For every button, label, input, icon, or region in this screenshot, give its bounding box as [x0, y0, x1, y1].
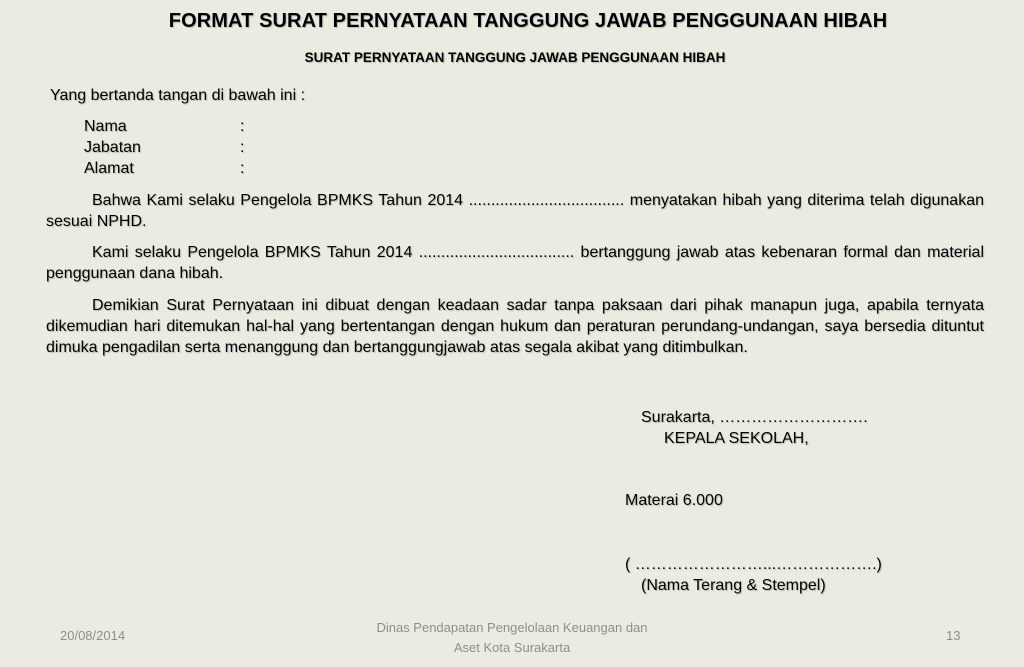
paragraph-text: Demikian Surat Pernyataan ini dibuat dengan keadaan sadar tanpa paksaan dari pihak manapun juga, apabila ternyata dikemudian hari ditemukan hal-hal yang bertentangan dengan hukum dan peraturan perundang-undangan, saya bersedia dituntut dimuka pengadilan serta menanggung dan bertanggungjawab atas segala akibat yang ditimbulkan.	[46, 297, 984, 356]
paragraph-closing	[46, 295, 984, 358]
field-label: Alamat	[84, 160, 134, 177]
footer-org-line: Dinas Pendapatan Pengelolaan Keuangan dan	[376, 620, 648, 635]
paragraph-text: Bahwa Kami selaku Pengelola BPMKS Tahun 2014 ................................... menyatakan hibah yang diterima telah digunakan sesuai NPHD.	[46, 192, 984, 230]
signature-name-caption: (Nama Terang & Stempel)	[641, 577, 826, 594]
paragraph-responsibility	[46, 242, 984, 284]
page-title: FORMAT SURAT PERNYATAAN TANGGUNG JAWAB PENGGUNAAN HIBAH	[168, 10, 888, 32]
footer-page-number: 13	[946, 628, 961, 643]
signature-name-line: ( ……………………...……………….)	[625, 556, 882, 573]
field-label: Jabatan	[84, 139, 141, 156]
field-label: Nama	[84, 118, 127, 135]
field-colon: :	[240, 139, 245, 156]
footer-org-line: Aset Kota Surakarta	[453, 640, 571, 655]
signature-position: KEPALA SEKOLAH,	[664, 430, 809, 447]
stamp-duty-label: Materai 6.000	[625, 492, 723, 509]
field-colon: :	[240, 118, 245, 135]
paragraph-usage	[46, 190, 984, 232]
field-colon: :	[240, 160, 245, 177]
footer-organization	[332, 618, 692, 658]
paragraph-text: Kami selaku Pengelola BPMKS Tahun 2014 ................................... bertanggung jawab atas kebenaran formal dan material penggunaan dana hibah.	[46, 244, 984, 282]
signature-place-date: Surakarta, ……………………….	[641, 409, 868, 426]
footer-date: 20/08/2014	[60, 628, 126, 643]
field-row-jabatan	[84, 139, 244, 157]
field-row-nama	[84, 118, 244, 136]
letter-title: SURAT PERNYATAAN TANGGUNG JAWAB PENGGUNAAN HIBAH	[304, 50, 726, 65]
field-row-alamat	[84, 160, 244, 178]
intro-text: Yang bertanda tangan di bawah ini :	[50, 87, 306, 104]
